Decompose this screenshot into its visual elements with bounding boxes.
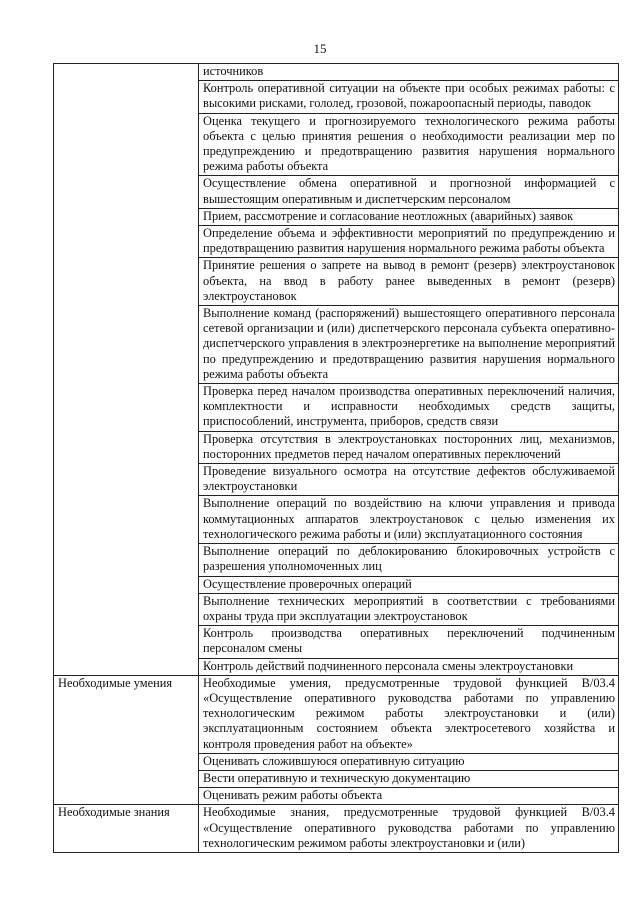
table-cell: Контроль оперативной ситуации на объекте при особых режимах работы: с высокими рисками, гололед, грозовой, пожароопасный периоды, паводок [199,81,619,113]
table-cell: Оценка текущего и прогнозируемого технологического режима работы объекта с целью принятия решения о необходимости реализации мер по предупреждению и предотвращению развития нарушения нормального режима работы объекта [199,113,619,176]
row-label-skills: Необходимые умения [54,675,199,805]
table-cell: Вести оперативную и техническую документацию [199,770,619,787]
table-cell: Оценивать режим работы объекта [199,788,619,805]
table-row [54,64,619,81]
table-cell: Принятие решения о запрете на вывод в ремонт (резерв) электроустановок объекта, на ввод в работу ранее выведенных в ремонт (резерв) электроустановок [199,258,619,306]
table-cell: источников [199,64,619,81]
table-cell: Выполнение технических мероприятий в соответствии с требованиями охраны труда при эксплуатации электроустановок [199,593,619,625]
table-cell: Оценивать сложившуюся оперативную ситуацию [199,753,619,770]
table-row [54,805,619,853]
table-cell: Контроль действий подчиненного персонала смены электроустановки [199,658,619,675]
requirements-table [53,63,619,853]
table-cell: Необходимые умения, предусмотренные трудовой функцией В/03.4 «Осуществление оперативного руководства работами по управлению технологическим режимом работы электроустановки и (или) эксплуатационным состоянием объекта электросетевого хозяйства и контроля проведения работ на объекте» [199,675,619,753]
page-number: 15 [313,41,327,56]
row-label-cell [54,64,199,676]
table-cell: Проведение визуального осмотра на отсутствие дефектов обслуживаемой электроустановки [199,464,619,496]
table-cell: Осуществление проверочных операций [199,576,619,593]
table-row [54,675,619,753]
table-cell: Прием, рассмотрение и согласование неотложных (аварийных) заявок [199,208,619,225]
table-cell: Выполнение команд (распоряжений) вышестоящего оперативного персонала сетевой организации и (или) диспетчерского персонала субъекта оперативно-диспетчерского управления в электроэнергетике на выполнение мероприятий по предупреждению и предотвращению развития нарушения нормального режима работы объекта [199,306,619,384]
table-cell: Проверка перед началом производства оперативных переключений наличия, комплектности и исправности необходимых средств защиты, приспособлений, инструмента, приборов, средств связи [199,384,619,432]
table-cell: Осуществление обмена оперативной и прогнозной информацией с вышестоящим оперативным и диспетчерским персоналом [199,176,619,208]
row-label-knowledge: Необходимые знания [54,805,199,853]
table-cell: Выполнение операций по деблокированию блокировочных устройств с разрешения уполномоченных лиц [199,544,619,576]
table-cell: Контроль производства оперативных переключений подчиненным персоналом смены [199,626,619,658]
table-cell: Определение объема и эффективности мероприятий по предупреждению и предотвращению развития нарушения нормального режима работы объекта [199,226,619,258]
table-cell: Необходимые знания, предусмотренные трудовой функцией В/03.4 «Осуществление оперативного руководства работами по управлению технологическим режимом работы электроустановки и (или) [199,805,619,853]
table-cell: Проверка отсутствия в электроустановках посторонних лиц, механизмов, посторонних предметов перед началом оперативных переключений [199,431,619,463]
table-cell: Выполнение операций по воздействию на ключи управления и привода коммутационных аппаратов электроустановок с целью изменения их технологического режима работы и (или) эксплуатационного состояния [199,496,619,544]
